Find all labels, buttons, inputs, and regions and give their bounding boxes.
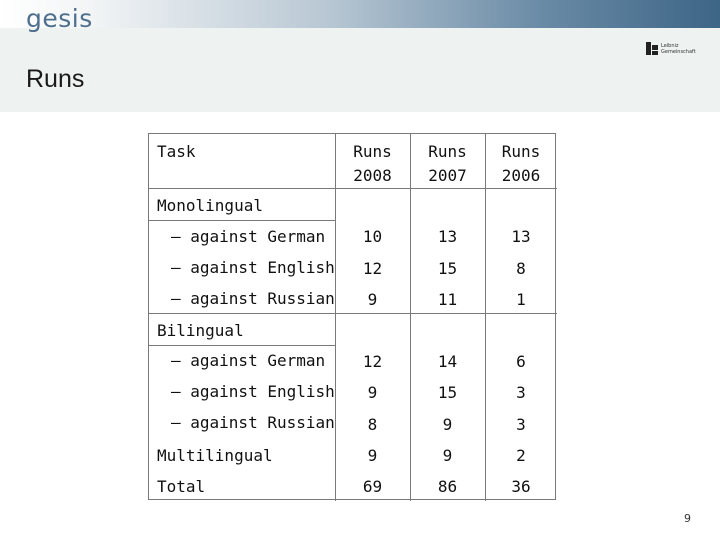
bilingual-divider-top bbox=[149, 313, 557, 314]
cell-2006: 3 bbox=[516, 415, 526, 434]
row-label: – against Russian bbox=[171, 413, 335, 432]
cell-2007: 13 bbox=[437, 227, 458, 246]
header-runs-2007-line1: Runs bbox=[428, 142, 467, 161]
top-banner bbox=[0, 0, 720, 28]
cell-2008: 9 bbox=[367, 383, 378, 402]
cell-2008: 9 bbox=[367, 446, 378, 465]
header-runs-2008-line2: 2008 bbox=[353, 166, 392, 185]
cell-2007: 14 bbox=[437, 352, 458, 371]
header-runs-2006-line1: Runs bbox=[501, 142, 541, 161]
row-label: – against German bbox=[171, 227, 326, 246]
row-label: – against Russian bbox=[171, 289, 335, 308]
col-divider-1 bbox=[335, 134, 336, 501]
row-label: Total bbox=[157, 477, 206, 496]
cell-2007: 15 bbox=[437, 259, 458, 278]
cell-2008: 10 bbox=[362, 227, 383, 246]
cell-2006: 6 bbox=[516, 352, 526, 371]
row-label: Multilingual bbox=[157, 446, 273, 465]
cell-2007: 9 bbox=[442, 446, 453, 465]
header-task: Task bbox=[157, 142, 196, 161]
section-bilingual: Bilingual bbox=[157, 321, 244, 340]
row-label: – against German bbox=[171, 351, 326, 370]
page-number: 9 bbox=[684, 512, 691, 525]
gesis-logo: gesis bbox=[26, 4, 93, 33]
row-label: – against English bbox=[171, 258, 335, 277]
cell-2006: 2 bbox=[516, 446, 526, 465]
cell-2006: 13 bbox=[511, 227, 531, 246]
monolingual-divider bbox=[149, 220, 335, 221]
row-label: – against English bbox=[171, 382, 335, 401]
leibniz-logo-icon bbox=[646, 42, 658, 55]
cell-2008: 8 bbox=[367, 415, 378, 434]
leibniz-text bbox=[661, 43, 696, 55]
cell-2007: 86 bbox=[437, 477, 458, 496]
slide-title: Runs bbox=[26, 65, 85, 93]
col-divider-3 bbox=[485, 134, 486, 501]
section-monolingual: Monolingual bbox=[157, 196, 263, 215]
leibniz-badge bbox=[646, 42, 696, 55]
cell-2006: 3 bbox=[516, 383, 526, 402]
header-runs-2007 bbox=[410, 140, 485, 188]
header-divider bbox=[149, 188, 557, 189]
cell-2006: 1 bbox=[516, 290, 526, 309]
cell-2006: 8 bbox=[516, 259, 526, 278]
bilingual-divider bbox=[149, 345, 335, 346]
header-runs-2006 bbox=[485, 140, 557, 188]
cell-2008: 12 bbox=[362, 259, 383, 278]
header-runs-2006-line2: 2006 bbox=[501, 166, 541, 185]
cell-2008: 9 bbox=[367, 290, 378, 309]
header-runs-2008 bbox=[335, 140, 410, 188]
header-runs-2007-line2: 2007 bbox=[428, 166, 467, 185]
cell-2007: 15 bbox=[437, 383, 458, 402]
leibniz-line2: Gemeinschaft bbox=[661, 48, 696, 55]
cell-2007: 11 bbox=[437, 290, 458, 309]
cell-2007: 9 bbox=[442, 415, 453, 434]
cell-2006: 36 bbox=[511, 477, 531, 496]
runs-table bbox=[148, 133, 556, 500]
leibniz-line1: Leibniz bbox=[661, 42, 679, 49]
col-divider-2 bbox=[410, 134, 411, 501]
header-runs-2008-line1: Runs bbox=[353, 142, 392, 161]
cell-2008: 69 bbox=[362, 477, 383, 496]
cell-2008: 12 bbox=[362, 352, 383, 371]
